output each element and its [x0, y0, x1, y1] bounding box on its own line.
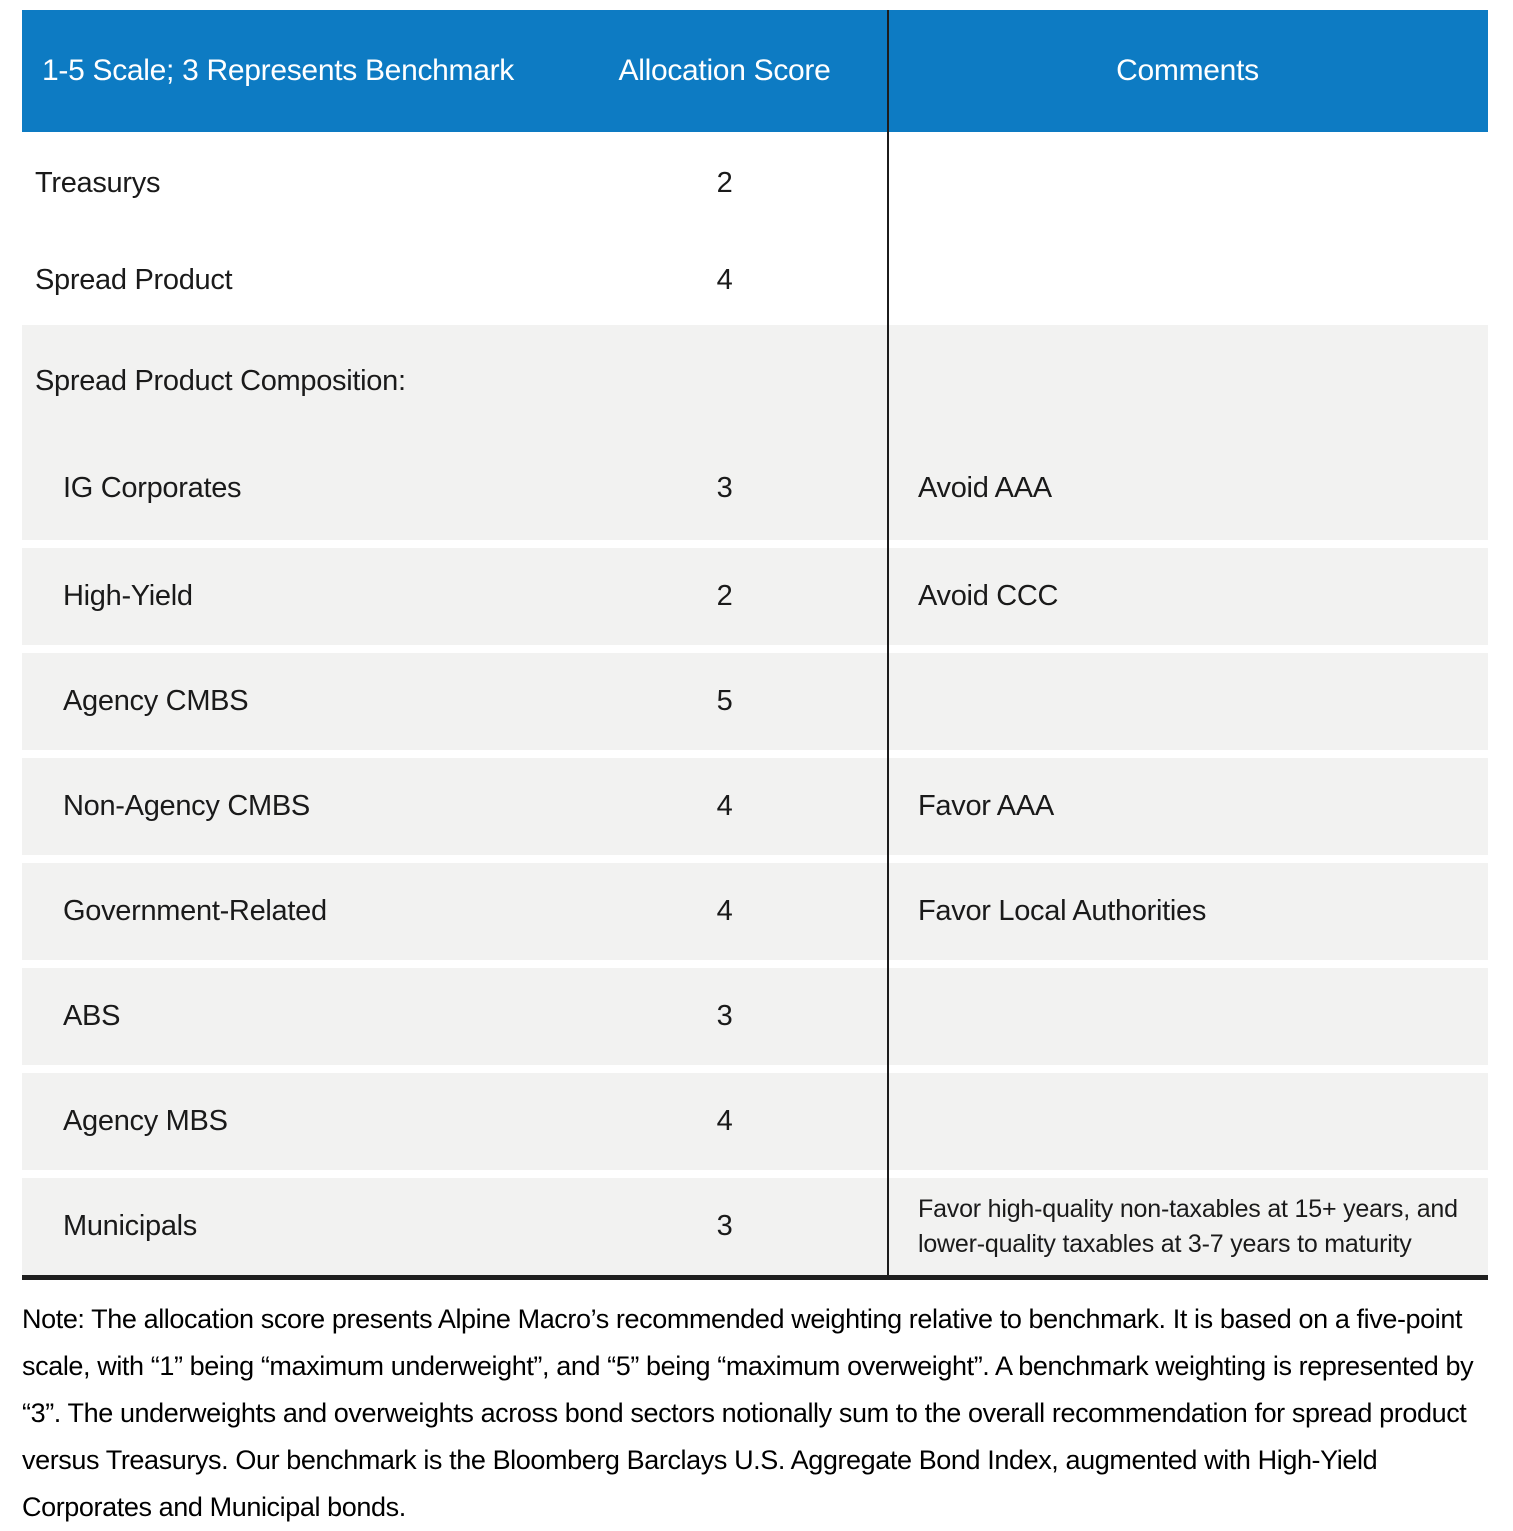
row-label: Treasurys	[35, 167, 161, 199]
score-value: 2	[716, 580, 733, 612]
score-value: 3	[716, 1000, 733, 1032]
comment-text: Favor Local Authorities	[918, 895, 1207, 927]
spread-product-composition-section	[22, 325, 1488, 540]
row-label: Municipals	[63, 1210, 197, 1242]
row-label: IG Corporates	[63, 472, 242, 504]
header-cell-scale: 1-5 Scale; 3 Represents Benchmark	[42, 54, 515, 87]
table-row	[22, 548, 1488, 645]
score-value: 3	[716, 472, 733, 504]
table-row	[22, 758, 1488, 855]
score-value: 4	[716, 1105, 733, 1137]
row-label: Non-Agency CMBS	[63, 790, 310, 822]
header-cell-allocation-score: Allocation Score	[618, 54, 831, 87]
table-row	[22, 1178, 1488, 1275]
score-value: 3	[716, 1210, 733, 1242]
score-value: 2	[716, 167, 733, 199]
row-label: ABS	[63, 1000, 121, 1032]
score-value: 4	[716, 895, 733, 927]
allocation-score-figure	[0, 10, 1513, 1531]
table-row	[22, 968, 1488, 1065]
table-row	[22, 653, 1488, 750]
row-label: Agency CMBS	[63, 685, 249, 717]
row-label: High-Yield	[63, 580, 193, 612]
comments-column-divider	[887, 10, 889, 1275]
header-cell-comments: Comments	[1116, 54, 1259, 87]
table-row	[22, 437, 1488, 540]
score-value: 5	[716, 685, 733, 717]
note-text: Note: The allocation score presents Alpine Macro’s recommended weighting relative to benchmark. It is based on a five-point scale, with “1” being “maximum underweight”, and “5” being “maximum overweight”. A benchmark weighting is represented by “3”. The underweights and overweights across bond sectors notionally sum to the overall recommendation for spread product versus Treasurys. Our benchmark is the Bloomberg Barclays U.S. Aggregate Bond Index, augmented with High-Yield Corporates and Municipal bonds.	[22, 1304, 1474, 1522]
table-row	[22, 235, 1488, 325]
table-row	[22, 132, 1488, 235]
comment-text: Favor high-quality non-taxables at 15+ years, and lower-quality taxables at 3-7 years to maturity	[918, 1194, 1458, 1258]
table-header-row	[22, 10, 1488, 132]
section-header-row	[22, 325, 1488, 437]
section-label: Spread Product Composition:	[35, 364, 406, 397]
comment-text: Favor AAA	[918, 790, 1054, 822]
table-row	[22, 863, 1488, 960]
comment-text: Avoid CCC	[918, 580, 1059, 612]
allocation-table	[22, 10, 1488, 1280]
row-label: Agency MBS	[63, 1105, 228, 1137]
table-row	[22, 1073, 1488, 1170]
score-value: 4	[716, 263, 733, 296]
row-label: Spread Product	[35, 263, 233, 296]
row-label: Government-Related	[63, 895, 327, 927]
comment-text: Avoid AAA	[918, 472, 1052, 504]
score-value: 4	[716, 790, 733, 822]
